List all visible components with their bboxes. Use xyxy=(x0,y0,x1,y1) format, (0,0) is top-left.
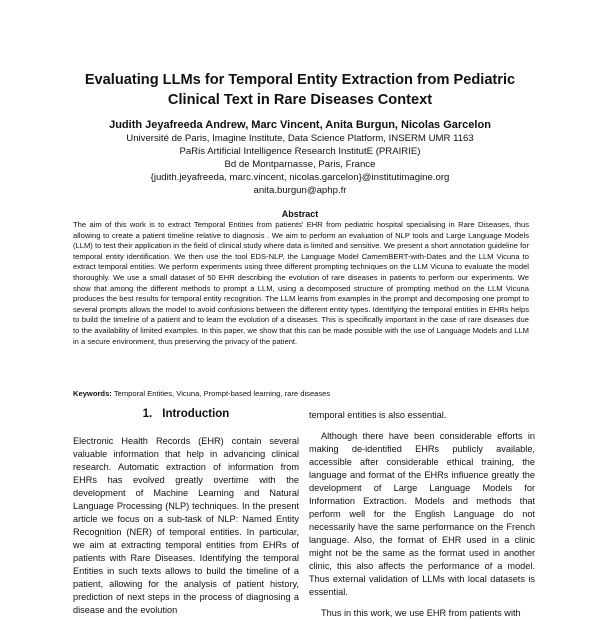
section-heading xyxy=(73,406,299,422)
affiliations xyxy=(60,132,540,197)
author-email: anita.burgun@aphp.fr xyxy=(253,185,347,196)
keywords xyxy=(73,389,529,400)
body-paragraph: Electronic Health Records (EHR) contain several valuable information that help in advancing clinical research. Automatic extraction of information from EHRs has evolved greatly overtime with the development of Machine Learning and Natural Language Processing (NLP) techniques. In the present article we focus on a sub-task of NLP: Named Entity Recognition (NER) of temporal entities. In particular, we aim at extracting temporal entities from EHRs of patients with Rare Diseases. Identifying the temporal Entities in such texts allows to build the timeline of a patient, allowing for the analysis of patient history, prediction of next steps in the process of diagnosing a disease and the evolution xyxy=(73,436,299,615)
affiliation-line: PaRis Artificial Intelligence Research InstitutE (PRAIRIE) xyxy=(179,146,421,157)
author-list: Judith Jeyafreeda Andrew, Marc Vincent, Anita Burgun, Nicolas Garcelon xyxy=(109,119,491,131)
body-paragraph: Although there have been considerable efforts in making de-identified EHRs publicly available, accessible after considerable ethical training, the language and format of the EHRs influence greatly the development of Large Language Models for Information Extraction. Models and methods that perform well for the English Language do not necessarily have the same performance on the French language. Also, the format of EHR used in a clinic might not be the same as the format used in another clinic, this also affects the performance of a model. Thus external validation of LLMs with local datasets is essential. xyxy=(309,431,535,597)
keywords-text: Temporal Entities, Vicuna, Prompt-based learning, rare diseases xyxy=(113,389,331,398)
body-paragraph: temporal entities is also essential. xyxy=(309,410,447,420)
section-number: 1. xyxy=(142,408,153,420)
affiliation-line: Université de Paris, Imagine Institute, Data Science Platform, INSERM UMR 1163 xyxy=(126,133,474,144)
author-emails: {judith.jeyafreeda, marc.vincent, nicolas.garcelon}@institutimagine.org xyxy=(150,172,450,183)
abstract-heading: Abstract xyxy=(281,209,319,219)
section-title: Introduction xyxy=(162,408,230,420)
body-paragraph: Thus in this work, we use EHR from patients with xyxy=(321,608,521,618)
keywords-label: Keywords: xyxy=(73,389,112,398)
paper-title xyxy=(40,70,560,110)
right-column xyxy=(309,409,535,620)
affiliation-line: Bd de Montparnasse, Paris, France xyxy=(224,159,376,170)
title-line-2: Clinical Text in Rare Diseases Context xyxy=(167,92,433,108)
left-column xyxy=(73,435,299,617)
abstract-text: The aim of this work is to extract Temporal Entities from patients' EHR from pediatric hospital specialising in Rare Diseases, thus allowing to create a patient timeline relative to diagnosis . We aim to perform an evaluation of NLP tools and Large Language Models (LLM) to test their application in the field of clinical study where data is limited and sensitive. We present a short annotation guideline for temporal entity identification. We then use the tool EDS-NLP, the Language Model CamemBERT-with-Dates and the LLM Vicuna to extract temporal entities. We perform experiments using three different prompting techniques on the LLM Vicuna to evaluate the model thoroughly. We use a small dataset of 50 EHR describing the evolution of rare diseases in patients to perform our experiments. We show that among the different methods to prompt a LLM, using a decomposed structure of prompting method on the LLM Vicuna produces the best results for temporal entity recognition. The LLM learns from examples in the prompt and decomposing one prompt to several prompts allows the model to avoid confusions between the different entity types. Identifying the temporal entities in EHRs helps to build the timeline of a patient and to learn the evolution of a diseases. This is specifically important in the case of rare diseases due to the availability of limited examples. In this paper, we show that this can be made possible with the use of Language Models and LLM in a secure environment, thus preserving the privacy of the patient. xyxy=(73,220,529,346)
title-line-1: Evaluating LLMs for Temporal Entity Extraction from Pediatric xyxy=(84,72,516,88)
